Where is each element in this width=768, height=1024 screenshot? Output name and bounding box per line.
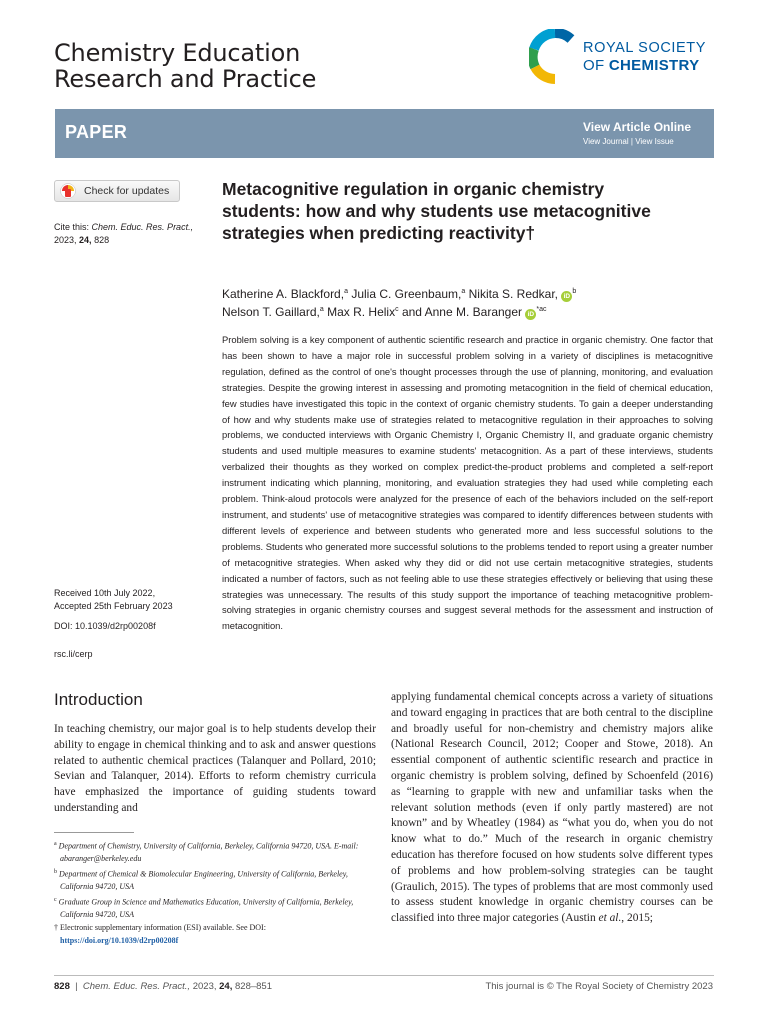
page-number: 828 xyxy=(54,981,70,992)
author-affiliation: c xyxy=(395,306,399,313)
footnote-esi xyxy=(54,922,376,947)
check-updates-label: Check for updates xyxy=(84,185,170,197)
check-updates-icon xyxy=(60,183,76,199)
intro-paragraph-right xyxy=(391,690,713,927)
cite-volume: 24, xyxy=(79,235,92,245)
doi[interactable]: DOI: 10.1039/d2rp00208f xyxy=(54,621,156,631)
author-affiliation: *ac xyxy=(536,306,547,313)
footer-journal: Chem. Educ. Res. Pract., xyxy=(82,981,191,992)
author: Max R. Helix xyxy=(327,305,396,319)
footnote-marker: c xyxy=(54,897,57,904)
author: and Anne M. Baranger xyxy=(401,305,523,319)
section-heading-introduction: Introduction xyxy=(54,690,143,709)
publisher-of: OF xyxy=(583,57,605,74)
article-title: Metacognitive regulation in organic chemistry students: how and why students use metacognitive strategies when predicting reactivity† xyxy=(222,179,651,243)
footer-separator: | xyxy=(75,981,78,992)
intro-right-text: applying fundamental chemical concepts across a variety of situations and toward engaging in practices that are both central to the discipline and broadly useful for non-chemistry and chemistry majors alike (National Research Council, 2012; Cooper and Stowe, 2018). An essential component of authentic scientific research and practice in organic chemistry is problem solving, defined by Schoenfeld (2016) as “learning to grapple with new and unfamiliar tasks when the relevant solution methods (even if only partly mastered) are not known” and by Wheatley (1984) as “what you do, when you do not know what to do.” Much of the research in organic chemistry education has therefore focused on how students solve different types of problems and how problem-solving strategies can be taught (Graulich, 2015). The types of problems that are most commonly used to assess student knowledge in organic chemistry courses can be classified into three major categories (Austin xyxy=(391,691,713,925)
publisher-name-line2 xyxy=(583,57,699,74)
view-issue-link[interactable]: View Issue xyxy=(635,137,674,146)
footer-citation xyxy=(54,981,272,992)
orcid-icon[interactable]: iD xyxy=(561,291,572,302)
check-for-updates-button[interactable] xyxy=(54,180,180,202)
view-links-separator: | xyxy=(630,137,633,146)
footnote-marker: a xyxy=(54,841,57,847)
journal-title xyxy=(54,40,474,92)
esi-text: † Electronic supplementary information (ESI) available. See DOI: xyxy=(54,923,266,933)
footnote-affiliation xyxy=(54,866,376,894)
footnote-text: Department of Chemical & Biomolecular Engineering, University of California, Berkeley, California 94720, USA xyxy=(59,869,348,892)
cite-page: 828 xyxy=(94,235,110,245)
intro-right-et-al: et al. xyxy=(598,912,622,925)
publisher-chemistry: CHEMISTRY xyxy=(608,57,700,74)
footer-year: 2023, xyxy=(192,981,217,992)
journal-short-link[interactable]: rsc.li/cerp xyxy=(54,649,93,659)
author: Katherine A. Blackford, xyxy=(222,287,345,301)
article-type-label: PAPER xyxy=(65,122,128,142)
journal-title-line2: Research and Practice xyxy=(54,65,317,93)
author: Julia C. Greenbaum, xyxy=(351,287,462,301)
footnote-text: Department of Chemistry, University of California, Berkeley, California 94720, USA. E-mail: abaranger@berkeley.edu xyxy=(58,841,359,864)
rsc-logo-icon xyxy=(529,29,579,84)
footer-volume: 24, xyxy=(219,981,233,992)
abstract: Problem solving is a key component of authentic scientific research and practice in organic chemistry. One factor that has been shown to have a major role in successful problem solving in a variety of disciplines is metacognitive regulation, defined as the control of one's thought processes through the use of planning, monitoring, and evaluation strategies. Despite the growing interest in assessing and promoting metacognition in the field of chemical education, few studies have investigated this topic in the context of organic chemistry students. To gain a deeper understanding of how and why students make use of strategies related to metacognitive regulation in their approaches to solving problems, we conducted interviews with Organic Chemistry I, Organic Chemistry II, and graduate organic chemistry students and used multiple measures to examine students' metacognition. As a part of these interviews, students verbalized their thoughts as they worked on complex predict-the-product problems and completed a self-report instrument indicating which planning, monitoring, and evaluation strategies they had used while completing each problem. Think-aloud protocols were analyzed for the presence of each of the behaviors included on the self-report instrument, and students' use of metacognitive strategies was compared to identify differences between students with different levels of experience and between students who generated more and less successful solutions to the problems. Students who generated more successful solutions to the problems tended to report using a greater number of metacognitive strategies. When asked why they did or did not use certain metacognitive strategies, students indicated a number of factors, such as not feeling able to use these strategies effectively or believing that using these strategies was unnecessary. The results of this study support the importance of teaching metacognitive problem-solving strategies in organic chemistry courses and suggest several methods for the assessment and instruction of metacognition. xyxy=(222,334,713,632)
accepted-date: Accepted 25th February 2023 xyxy=(54,601,173,611)
dates xyxy=(54,587,214,613)
author-list xyxy=(222,284,682,320)
cite-journal: Chem. Educ. Res. Pract., xyxy=(91,222,194,232)
author-affiliation: b xyxy=(572,288,577,295)
cite-label: Cite this: xyxy=(54,222,90,232)
view-links xyxy=(583,137,674,146)
author-affiliation: a xyxy=(319,306,324,313)
intro-paragraph-left: In teaching chemistry, our major goal is to help students develop their ability to engage in chemical thinking and to ask and answer questions related to authentic chemical practices (Talanquer and Pollard, 2010; Sevian and Talanquer, 2014). Efforts to reform chemistry curricula have emphasized the importance of guiding students toward understanding and xyxy=(54,723,376,814)
footnote-affiliation xyxy=(54,838,376,866)
author: Nikita S. Redkar, xyxy=(468,287,559,301)
esi-doi-link[interactable]: https://doi.org/10.1039/d2rp00208f xyxy=(60,935,179,945)
footer-divider xyxy=(54,975,714,976)
view-journal-link[interactable]: View Journal xyxy=(583,137,629,146)
footer-pages: 828–851 xyxy=(235,981,272,992)
footnotes xyxy=(54,838,376,948)
cite-year: 2023, xyxy=(54,235,77,245)
publisher-name-line1: ROYAL SOCIETY xyxy=(583,40,707,56)
orcid-icon[interactable]: iD xyxy=(525,309,536,320)
author: Nelson T. Gaillard, xyxy=(222,305,320,319)
footnote-marker: b xyxy=(54,869,57,876)
author-affiliation: a xyxy=(461,288,466,295)
view-article-online-link[interactable]: View Article Online xyxy=(583,120,692,134)
received-date: Received 10th July 2022, xyxy=(54,588,156,598)
intro-right-text-end: , 2015; xyxy=(621,912,653,925)
footer-copyright: This journal is © The Royal Society of Chemistry 2023 xyxy=(485,981,713,992)
author-affiliation: a xyxy=(344,288,348,295)
footnote-affiliation xyxy=(54,894,376,922)
journal-title-line1: Chemistry Education xyxy=(54,39,301,67)
footnote-divider xyxy=(54,832,134,833)
footnote-text: Graduate Group in Science and Mathematics Education, University of California, Berkeley, California 94720, USA xyxy=(58,897,354,920)
citation xyxy=(54,221,214,247)
